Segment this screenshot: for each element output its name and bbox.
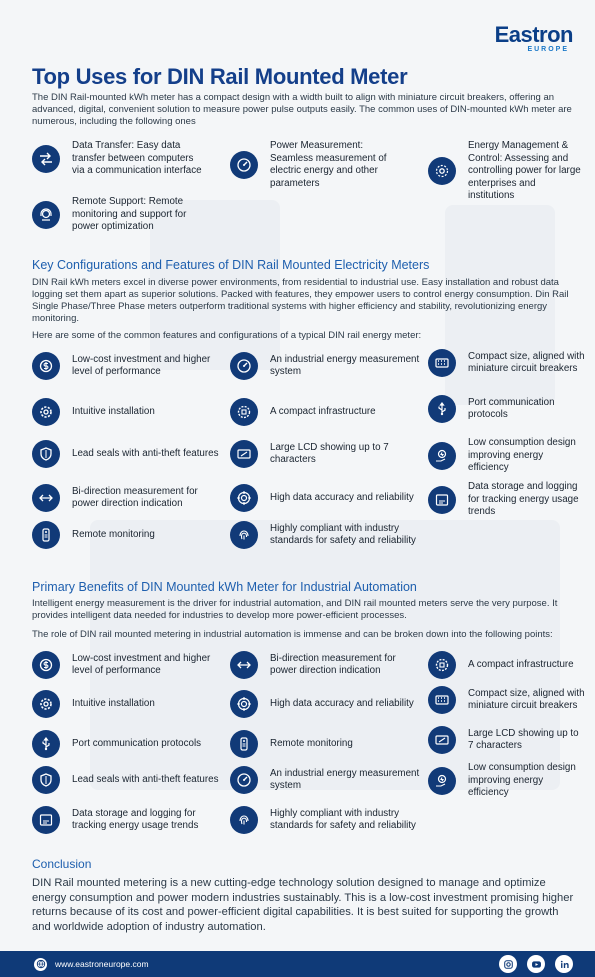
- benefit-item-label: Low-cost investment and higher level of performance: [72, 652, 211, 676]
- target-icon: [230, 690, 258, 718]
- benefit-item: [32, 730, 222, 758]
- benefit-item-label: Bi-direction measurement for power direction indication: [270, 652, 396, 676]
- use-item: [32, 140, 207, 178]
- page-title: Top Uses for DIN Rail Mounted Meter: [32, 64, 408, 89]
- section2-intro-list: The role of DIN rail mounted metering in industrial automation is immense and can be broken down into the following points:: [32, 629, 553, 640]
- feature-item-label: Intuitive installation: [72, 405, 155, 417]
- benefit-item: [230, 690, 420, 718]
- website-url: www.eastroneurope.com: [55, 959, 149, 969]
- remote-icon: [32, 521, 60, 549]
- settings-icon: [428, 157, 456, 185]
- feature-item: [32, 440, 222, 468]
- feature-item: [428, 395, 585, 423]
- infrastructure-icon: [230, 398, 258, 426]
- feature-item-label: Large LCD showing up to 7 characters: [270, 441, 389, 465]
- feature-item: [230, 440, 420, 468]
- section1-paragraph: DIN Rail kWh meters excel in diverse power environments, from residential to industrial use. Easy installation and robust data logging set them apart as superior solutions. Packed with features, they empower users to control energy consumption. Din Rail Single Phase/Three Phase meters outperform traditional systems with higher efficiency and stability, revolutionizing energy monitoring.: [32, 277, 569, 324]
- benefit-item: [428, 686, 585, 714]
- breaker-icon: [428, 686, 456, 714]
- use-item-label: Energy Management & Control: Assessing and controlling power for large enterprises and institutions: [468, 140, 581, 201]
- benefit-item-label: Data storage and logging for tracking energy usage trends: [72, 807, 199, 831]
- section2-paragraph: Intelligent energy measurement is the driver for industrial automation, and DIN rail mounted meters serve the very purpose. It provides intelligent data needed for industries to develop more power-efficient processes.: [32, 598, 558, 621]
- usb-icon: [32, 730, 60, 758]
- feature-item: [428, 437, 585, 475]
- use-item: [32, 196, 207, 234]
- benefit-item: [428, 726, 585, 754]
- feature-item: [428, 481, 585, 519]
- benefit-item: [32, 806, 222, 834]
- feature-item-label: Remote monitoring: [72, 528, 155, 540]
- benefit-item: [428, 651, 585, 679]
- benefit-item: [428, 762, 585, 800]
- use-item-label: Remote Support: Remote monitoring and support for power optimization: [72, 196, 187, 232]
- benefit-item-label: Remote monitoring: [270, 737, 353, 749]
- feature-item: [32, 521, 222, 549]
- support-icon: [32, 201, 60, 229]
- benefit-item: [32, 651, 222, 679]
- feature-item: [32, 352, 222, 380]
- benefit-item-label: Compact size, aligned with miniature circuit breakers: [468, 687, 585, 711]
- feature-item-label: Low-cost investment and higher level of performance: [72, 353, 211, 377]
- benefit-item: [32, 766, 222, 794]
- bulb-hand-icon: [428, 767, 456, 795]
- gear-icon: [32, 690, 60, 718]
- arrows-icon: [32, 484, 60, 512]
- feature-item-label: Highly compliant with industry standards for safety and reliability: [270, 522, 416, 546]
- feature-item-label: Lead seals with anti-theft features: [72, 447, 219, 459]
- benefit-item-label: Port communication protocols: [72, 737, 202, 749]
- remote-icon: [230, 730, 258, 758]
- benefit-item: [230, 806, 420, 834]
- storage-icon: [428, 486, 456, 514]
- logo-sub: EUROPE: [527, 46, 569, 53]
- footer-bar: [0, 951, 595, 977]
- benefit-item-label: Low consumption design improving energy efficiency: [468, 762, 576, 798]
- feature-item-label: A compact infrastructure: [270, 405, 376, 417]
- money-icon: [32, 651, 60, 679]
- shield-icon: [32, 766, 60, 794]
- feature-item: [230, 398, 420, 426]
- fingerprint-icon: [230, 806, 258, 834]
- instagram-icon[interactable]: [499, 955, 517, 973]
- logo-brand: Eastron: [494, 22, 573, 47]
- social-links: [499, 955, 573, 973]
- usb-icon: [428, 395, 456, 423]
- feature-item: [230, 484, 420, 512]
- lcd-icon: [428, 726, 456, 754]
- transfer-icon: [32, 145, 60, 173]
- fingerprint-icon: [230, 521, 258, 549]
- feature-item: [230, 352, 420, 380]
- benefit-item-label: Intuitive installation: [72, 697, 155, 709]
- benefit-item-label: High data accuracy and reliability: [270, 697, 414, 709]
- benefit-item-label: Large LCD showing up to 7 characters: [468, 727, 579, 751]
- feature-item-label: Compact size, aligned with miniature circuit breakers: [468, 350, 585, 374]
- gear-icon: [32, 398, 60, 426]
- youtube-icon[interactable]: [527, 955, 545, 973]
- globe-icon: [34, 958, 47, 971]
- benefit-item-label: A compact infrastructure: [468, 658, 574, 670]
- feature-item-label: Low consumption design improving energy efficiency: [468, 437, 576, 473]
- gauge-icon: [230, 766, 258, 794]
- website-link[interactable]: [34, 958, 149, 971]
- gauge-icon: [230, 352, 258, 380]
- gauge-icon: [230, 151, 258, 179]
- benefit-item-label: An industrial energy measurement system: [270, 767, 420, 791]
- use-item-label: Power Measurement: Seamless measurement of electric energy and other parameters: [270, 140, 387, 189]
- benefit-item: [32, 690, 222, 718]
- lcd-icon: [230, 440, 258, 468]
- storage-icon: [32, 806, 60, 834]
- bulb-hand-icon: [428, 442, 456, 470]
- section1-heading: Key Configurations and Features of DIN Rail Mounted Electricity Meters: [32, 258, 430, 272]
- feature-item-label: High data accuracy and reliability: [270, 491, 414, 503]
- conclusion-heading: Conclusion: [32, 857, 92, 871]
- use-item: [428, 140, 583, 203]
- use-item-label: Data Transfer: Easy data transfer between computers via a communication interface: [72, 140, 202, 176]
- arrows-icon: [230, 651, 258, 679]
- use-item: [230, 140, 400, 190]
- breaker-icon: [428, 349, 456, 377]
- section1-intro-list: Here are some of the common features and configurations of a typical DIN rail energy meter:: [32, 330, 422, 341]
- feature-item-label: Bi-direction measurement for power direction indication: [72, 485, 198, 509]
- linkedin-icon[interactable]: [555, 955, 573, 973]
- intro-paragraph: The DIN Rail-mounted kWh meter has a compact design with a width built to align with miniature circuit breakers, offering an advanced, digital, convenient solution to measure power pulse outputs easily. The common uses of DIN-mounted kWh meter are numerous, including the following ones: [32, 92, 572, 127]
- benefit-item: [230, 730, 420, 758]
- benefit-item: [230, 766, 420, 794]
- benefit-item-label: Lead seals with anti-theft features: [72, 773, 219, 785]
- feature-item: [230, 521, 420, 549]
- feature-item: [32, 484, 222, 512]
- money-icon: [32, 352, 60, 380]
- feature-item-label: An industrial energy measurement system: [270, 353, 420, 377]
- benefit-item-label: Highly compliant with industry standards for safety and reliability: [270, 807, 416, 831]
- feature-item: [32, 398, 222, 426]
- section2-heading: Primary Benefits of DIN Mounted kWh Meter for Industrial Automation: [32, 580, 417, 594]
- infrastructure-icon: [428, 651, 456, 679]
- feature-item-label: Data storage and logging for tracking energy usage trends: [468, 481, 579, 517]
- target-icon: [230, 484, 258, 512]
- feature-item-label: Port communication protocols: [468, 396, 555, 420]
- shield-icon: [32, 440, 60, 468]
- feature-item: [428, 349, 585, 377]
- benefit-item: [230, 651, 420, 679]
- eastron-logo: [495, 22, 573, 53]
- conclusion-text: DIN Rail mounted metering is a new cutting-edge technology solution designed to manage and optimize energy consumption and power modern industries sustainably. This is a low-cost investment promising higher returns because of its cost and power-efficient digital capabilities. It is best suited for supporting the growth and worldwide adoption of industry automation.: [32, 877, 574, 933]
